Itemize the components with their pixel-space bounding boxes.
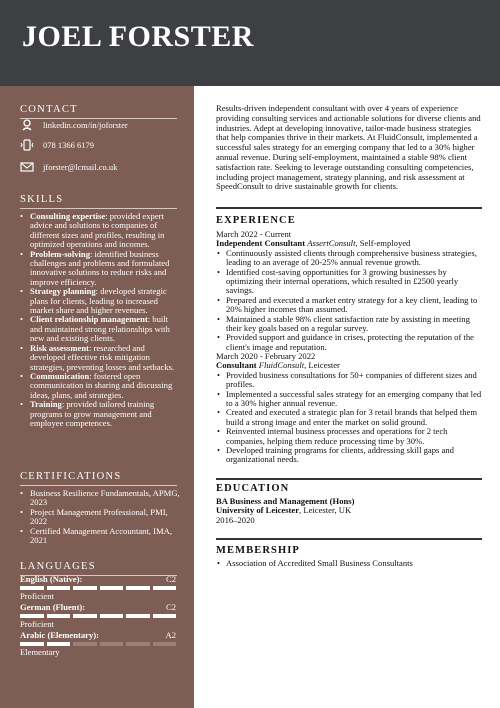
- job-bullet: • Developed training programs for clients, addressing skill gaps and organizational needs.: [216, 446, 484, 465]
- language-level-segment: [47, 642, 71, 646]
- skill-item: • Risk assessment: researched and developed effective risk mitigation strategies, preventing losses and setbacks.: [20, 344, 182, 372]
- certifications-rule: [20, 485, 177, 486]
- language-level-segment: [73, 642, 97, 646]
- membership-list: [216, 559, 484, 568]
- language-level-segment: [73, 614, 97, 618]
- job-2: [216, 352, 484, 465]
- email-icon: [20, 161, 34, 173]
- language-level: C2: [165, 574, 176, 584]
- language-level-bar: [20, 586, 176, 590]
- language-level-segment: [126, 614, 150, 618]
- language-level-segment: [153, 642, 177, 646]
- language-level-segment: [20, 614, 44, 618]
- language-level-bar: [20, 614, 176, 618]
- sidebar: [0, 86, 194, 708]
- education-entry: [216, 497, 484, 525]
- language-level-segment: [100, 586, 124, 590]
- job-bullet: • Provided business consultations for 50+ companies of different sizes and profiles.: [216, 371, 484, 390]
- job-bullet: • Created and executed a strategic plan for 3 retail brands that helped them build a strong image and enter the market on solid ground.: [216, 408, 484, 427]
- skill-item: • Problem-solving: identified business challenges and problems and formulated innovative solutions to reduce risks and improve efficiency.: [20, 250, 182, 288]
- email-text: jforster@lcmail.co.uk: [43, 162, 118, 172]
- language-level-segment: [47, 586, 71, 590]
- linkedin-text: linkedin.com/in/joforster: [43, 120, 128, 130]
- language-level-segment: [73, 586, 97, 590]
- job-heading: Consultant FluidConsult, Leicester: [216, 360, 340, 371]
- contact-linkedin[interactable]: [20, 119, 128, 131]
- language-proficiency: Proficient: [20, 619, 54, 629]
- membership-entry: [216, 559, 484, 568]
- skill-item: • Training: provided tailored training programs to grow management and employee competences.: [20, 400, 182, 428]
- language-level-segment: [126, 642, 150, 646]
- language-level-segment: [20, 586, 44, 590]
- phone-icon: [20, 139, 34, 151]
- membership-rule-top: [216, 538, 482, 540]
- membership-item: • Association of Accredited Small Business Consultants: [216, 559, 484, 568]
- skills-rule: [20, 208, 177, 209]
- education-dates: 2016–2020: [216, 514, 255, 525]
- language-level-segment: [126, 586, 150, 590]
- job-bullet: • Provided support and guidance in crises, protecting the reputation of the client's image and reputation.: [216, 333, 484, 352]
- languages-title: LANGUAGES: [20, 561, 96, 572]
- language-level: C2: [165, 602, 176, 612]
- education-degree: BA Business and Management (Hons): [216, 496, 355, 506]
- language-level-segment: [153, 614, 177, 618]
- contact-email[interactable]: [20, 161, 117, 173]
- job-bullet: • Continuously assisted clients through comprehensive business strategies, leading to an average of 20-25% annual revenue growth.: [216, 249, 484, 268]
- job-bullets: [216, 371, 484, 465]
- contact-title: CONTACT: [20, 104, 78, 115]
- language-level-segment: [20, 642, 44, 646]
- language-german: [20, 602, 176, 629]
- linkedin-icon: [20, 119, 34, 131]
- certification-item: • Business Resilience Fundamentals, APMG, 2023: [20, 489, 182, 508]
- experience-rule-top: [216, 207, 482, 209]
- contact-phone[interactable]: [20, 139, 94, 151]
- contact-section: [0, 104, 194, 119]
- language-english: [20, 574, 176, 601]
- language-level-segment: [153, 586, 177, 590]
- certifications-section: [0, 471, 194, 545]
- language-level-segment: [100, 614, 124, 618]
- job-bullet: • Identified cost-saving opportunities for 3 growing businesses by optimizing their internal operations, which resulted in £2500 yearly savings.: [216, 268, 484, 296]
- certification-item: • Certified Management Accountant, IMA, 2021: [20, 527, 182, 546]
- skill-item: • Consulting expertise: provided expert advice and solutions to companies of different sizes and profiles, resulting in optimized operations and incomes.: [20, 212, 182, 250]
- certifications-title: CERTIFICATIONS: [20, 471, 122, 482]
- job-1: [216, 230, 484, 352]
- job-bullet: • Reinvented internal business processes and operations for 2 tech companies, helping them reduce processing time by 30%.: [216, 427, 484, 446]
- skills-section: [0, 194, 194, 428]
- skill-item: • Strategy planning: developed strategic plans for clients, leading to increased market share and higher revenues.: [20, 287, 182, 315]
- job-heading: Independent Consultant AssertConsult, Self-employed: [216, 238, 411, 249]
- membership-title: MEMBERSHIP: [216, 545, 300, 556]
- language-name: German (Fluent):: [20, 602, 86, 612]
- job-bullet: • Maintained a stable 98% client satisfaction rate by assisting in meeting their key goals based on a regular survey.: [216, 315, 484, 334]
- phone-text: 078 1366 6179: [43, 140, 94, 150]
- job-dates: March 2020 - February 2022: [216, 351, 316, 361]
- education-rule-top: [216, 478, 482, 480]
- language-level-bar: [20, 642, 176, 646]
- education-title: EDUCATION: [216, 483, 290, 494]
- language-arabic: [20, 630, 176, 657]
- language-proficiency: Proficient: [20, 591, 54, 601]
- job-dates: March 2022 - Current: [216, 229, 292, 239]
- certification-item: • Project Management Professional, PMI, 2022: [20, 508, 182, 527]
- job-bullets: [216, 249, 484, 352]
- skills-title: SKILLS: [20, 194, 64, 205]
- experience-title: EXPERIENCE: [216, 215, 296, 226]
- job-bullet: • Implemented a successful sales strategy for an emerging company that led to a 30% higher annual revenue.: [216, 390, 484, 409]
- language-name: English (Native):: [20, 574, 83, 584]
- profile-summary: Results-driven independent consultant with over 4 years of experience providing consulting services and actionable solutions for diverse clients and industries. Adept at developing innovative, tailor-made business strategies that help companies thrive in their markets. At FluidConsult, implemented a successful sales strategy for an emerging company that led to a 30% higher annual revenue. During self-employment, maintained a stable 98% client satisfaction rate. Seeking to leverage outstanding consulting competencies, including project management, strategy planning, and risk assessment at SpeedConsult to drive sustainable growth for clients.: [216, 103, 481, 192]
- skill-item: • Client relationship management: built and maintained strong relationships with new and existing clients.: [20, 315, 182, 343]
- language-level-segment: [47, 614, 71, 618]
- education-school-line: University of Leicester, Leicester, UK: [216, 505, 352, 516]
- skill-item: • Communication: fostered open communication in sharing and discussing ideas, plans, and strategies.: [20, 372, 182, 400]
- language-level: A2: [165, 630, 176, 640]
- language-name: Arabic (Elementary):: [20, 630, 99, 640]
- header-banner: [0, 0, 500, 86]
- skills-list: [0, 212, 194, 428]
- job-bullet: • Prepared and executed a market entry strategy for a key client, leading to 20% higher incomes than assumed.: [216, 296, 484, 315]
- language-proficiency: Elementary: [20, 647, 60, 657]
- certifications-list: [0, 489, 194, 545]
- candidate-name: JOEL FORSTER: [22, 20, 254, 53]
- language-level-segment: [100, 642, 124, 646]
